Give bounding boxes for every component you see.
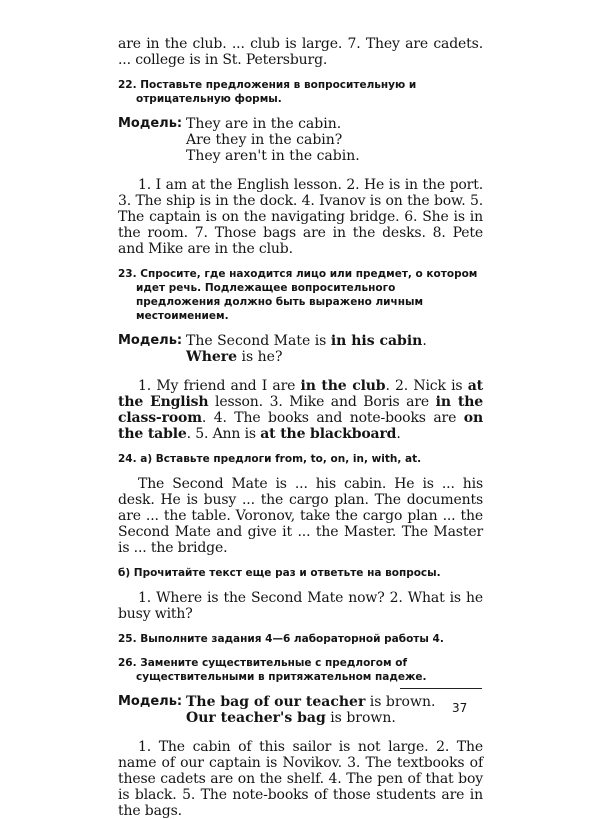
exercise-22-heading: 22. Поставьте предложения в вопросительную и отрицательную формы. [118,79,417,105]
model-line: They aren't in the cabin. [186,148,360,164]
exercise-24b-heading: б) Прочитайте текст еще раз и ответьте на вопросы. [118,567,441,579]
model-label: Модель: [118,694,183,709]
exercise-26-heading: 26. Замените существительные с предлогом of существительными в притяжательном падеже. [118,657,427,683]
exercise-25-heading: 25. Выполните задания 4—6 лабораторной работы 4. [118,633,444,645]
exercise-22-text: 1. I am at the English lesson. 2. He is in the port. 3. The ship is in the dock. 4. Ivanov is on the bow. 5. The captain is on the navigating bridge. 6. She is in the room. 7. Those bags are in the desks. 8. Pete and Mike are in the club. [118,177,483,257]
exercise-22-model [118,116,483,164]
model-line: The bag of our teacher is brown. [186,694,436,710]
footer-rule [400,688,482,689]
model-line: They are in the cabin. [186,116,342,132]
model-line: Our teacher's bag is brown. [186,710,396,726]
model-line: The Second Mate is in his cabin. [186,333,427,349]
exercise-26-model [118,694,483,726]
document-page [118,36,483,819]
paragraph-continuation: are in the club. ... club is large. 7. They are cadets. ... college is in St. Petersburg. [118,36,483,68]
model-label: Модель: [118,333,183,348]
model-line: Are they in the cabin? [186,132,343,148]
exercise-24-text: The Second Mate is ... his cabin. He is ... his desk. He is busy ... the cargo plan. The documents are ... the table. Voronov, take the cargo plan ... the Second Mate and give it ... the Master. The Master is ... the bridge. [118,476,483,556]
exercise-26-text: 1. The cabin of this sailor is not large. 2. The name of our captain is Novikov. 3. The textbooks of these cadets are on the shelf. 4. The pen of that boy is black. 5. The note-books of those students are in the bags. [118,739,483,819]
exercise-23-model [118,333,483,365]
model-line: Where is he? [186,349,283,365]
page-number: 37 [452,701,468,715]
exercise-23-heading: 23. Спросите, где находится лицо или предмет, о котором идет речь. Подлежащее вопросительного предложения должно быть выражено личным местоимением. [118,268,478,322]
exercise-24b-text: 1. Where is the Second Mate now? 2. What is he busy with? [118,590,483,622]
exercise-23-text: 1. My friend and I are in the club. 2. Nick is at the English lesson. 3. Mike and Boris are in the class-room. 4. The books and note-books are on the table. 5. Ann is at the blackboard. [118,378,483,442]
exercise-24-heading: 24. а) Вставьте предлоги from, to, on, in, with, at. [118,453,422,465]
model-label: Модель: [118,116,183,131]
